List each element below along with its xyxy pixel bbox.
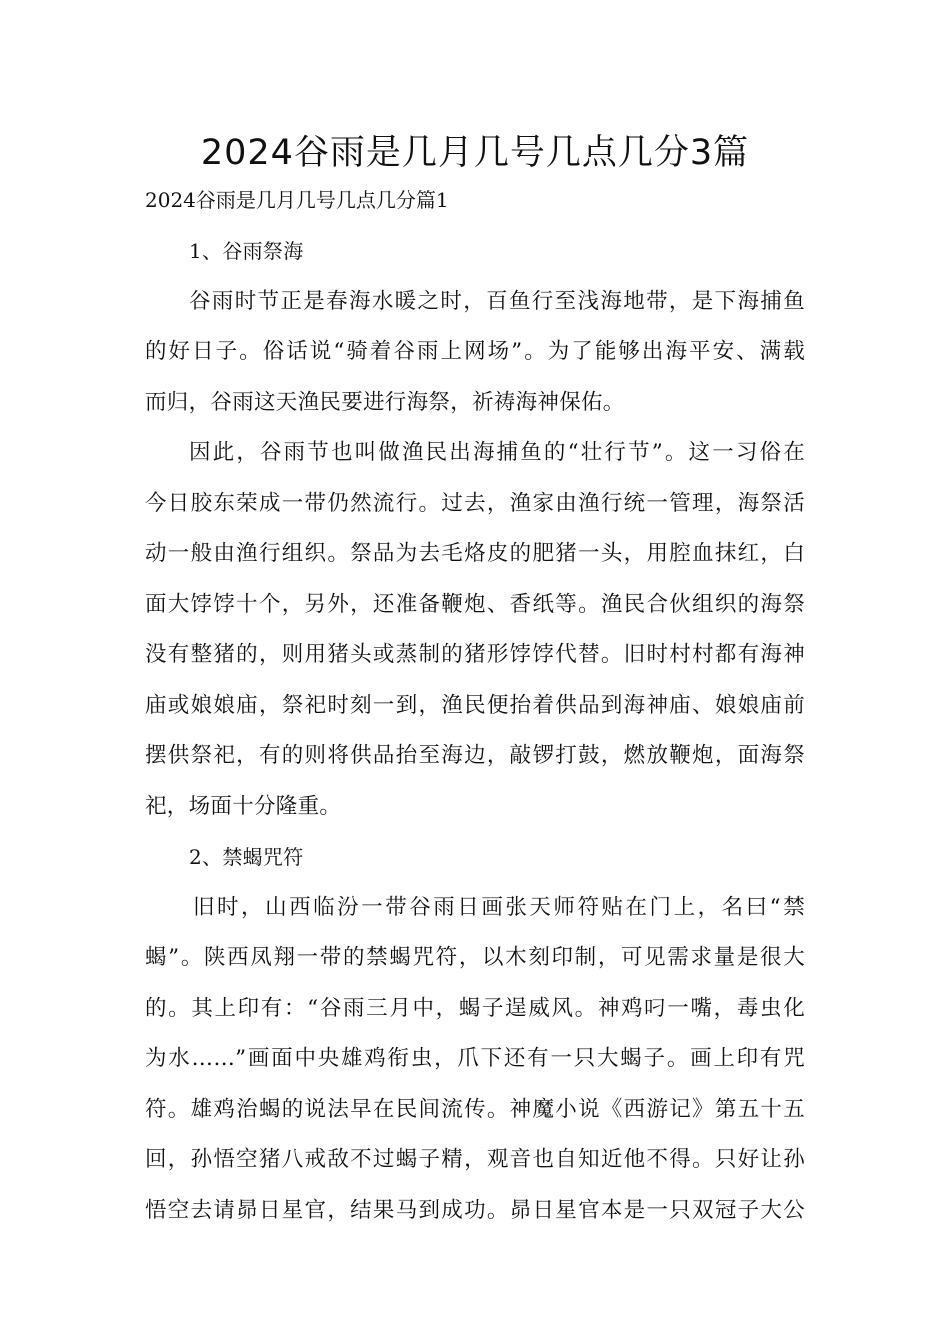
paragraph-line: 摆供祭祀，有的则将供品抬至海边，敲锣打鼓，燃放鞭炮，面海祭 (145, 743, 805, 768)
paragraph-line: 动一般由渔行组织。祭品为去毛烙皮的肥猪一头，用腔血抹红，白 (145, 541, 805, 566)
paragraph-line: 谷雨时节正是春海水暖之时，百鱼行至浅海地带，是下海捕鱼 (189, 288, 805, 314)
section-heading: 1、谷雨祭海 (189, 239, 304, 263)
paragraph-line: 庙或娘娘庙，祭祀时刻一到，渔民便抬着供品到海神庙、娘娘庙前 (145, 692, 805, 718)
paragraph-line: 而归，谷雨这天渔民要进行海祭，祈祷海神保佑。 (145, 389, 625, 415)
paragraph-line: 回，孙悟空猪八戒敌不过蝎子精，观音也自知近他不得。只好让孙 (145, 1147, 805, 1172)
paragraph-line: 为水……”画面中央雄鸡衔虫，爪下还有一只大蝎子。画上印有咒 (145, 1046, 805, 1071)
document-body (145, 235, 805, 1245)
paragraph-line: 旧时，山西临汾一带谷雨日画张天师符贴在门上，名曰“禁 (193, 894, 805, 920)
paragraph-line: 今日胶东荣成一带仍然流行。过去，渔家由渔行统一管理，海祭活 (145, 490, 805, 516)
section-subtitle: 2024谷雨是几月几号几点几分篇1 (145, 188, 449, 212)
paragraph-line: 符。雄鸡治蝎的说法早在民间流传。神魔小说《西游记》第五十五 (145, 1096, 805, 1122)
document-title: 2024谷雨是几月几号几点几分3篇 (200, 133, 750, 173)
paragraph-line: 因此，谷雨节也叫做渔民出海捕鱼的“壮行节”。这一习俗在 (189, 440, 805, 465)
paragraph-line: 悟空去请昴日星官，结果马到成功。昴日星官本是一只双冠子大公 (145, 1197, 805, 1223)
paragraph-line: 祀，场面十分隆重。 (145, 793, 342, 819)
paragraph-line: 面大饽饽十个，另外，还准备鞭炮、香纸等。渔民合伙组织的海祭 (145, 591, 805, 617)
paragraph-line: 的。其上印有：“谷雨三月中，蝎子逞威风。神鸡叼一嘴，毒虫化 (145, 995, 805, 1021)
section-heading: 2、禁蝎咒符 (189, 845, 304, 869)
paragraph-line: 的好日子。俗话说“骑着谷雨上网场”。为了能够出海平安、满载 (145, 339, 805, 364)
paragraph-line: 蝎”。陕西凤翔一带的禁蝎咒符，以木刻印制，可见需求量是很大 (145, 945, 805, 970)
paragraph-line: 没有整猪的，则用猪头或蒸制的猪形饽饽代替。旧时村村都有海神 (145, 642, 805, 667)
